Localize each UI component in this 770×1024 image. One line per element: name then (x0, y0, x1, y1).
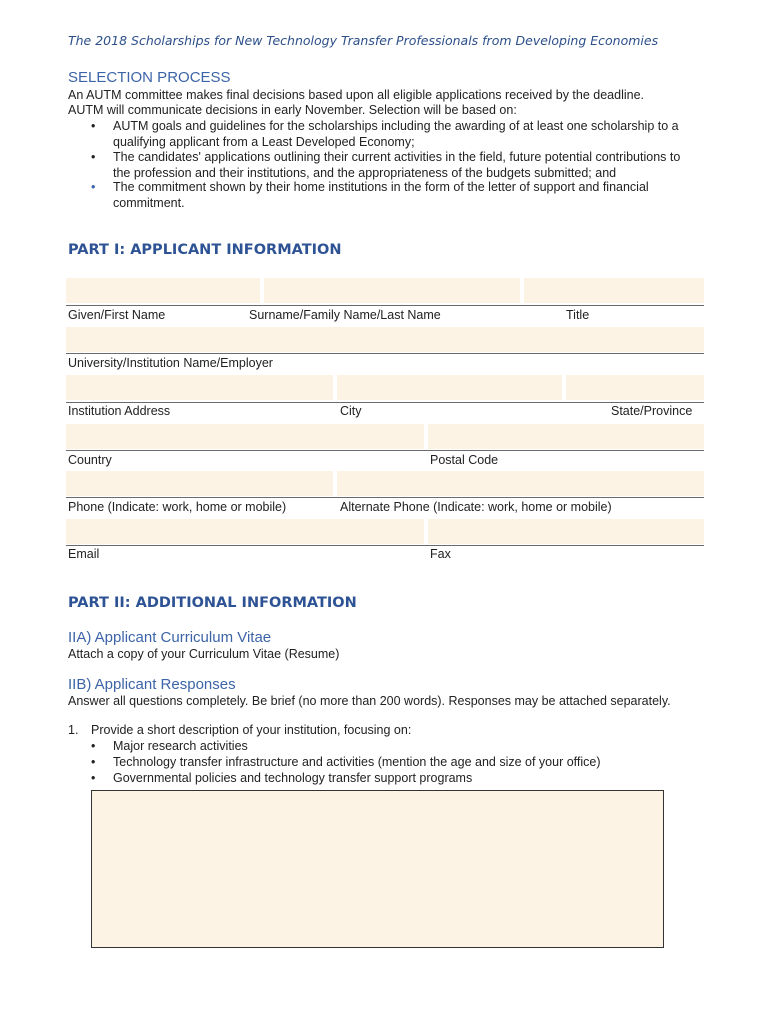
bullet-text: AUTM goals and guidelines for the scholarships including the awarding of at least one scholarship to a (113, 119, 679, 133)
fax-field[interactable] (428, 519, 704, 544)
first-name-field[interactable] (66, 278, 260, 303)
question-1-answer-box[interactable] (91, 790, 664, 948)
field-underline (66, 545, 704, 546)
bullet-text: qualifying applicant from a Least Developed Economy; (113, 134, 415, 149)
responses-instruction: Answer all questions completely. Be brief (no more than 200 words). Responses may be attached separately. (68, 694, 671, 708)
alt-phone-label: Alternate Phone (Indicate: work, home or mobile) (340, 500, 612, 514)
selection-intro-line-2: AUTM will communicate decisions in early November. Selection will be based on: (68, 103, 517, 117)
country-field[interactable] (66, 424, 424, 449)
bullet-icon: • (91, 771, 96, 785)
question-1-bullet-3 (91, 771, 473, 787)
selection-bullet-1 (91, 119, 679, 150)
document-header: The 2018 Scholarships for New Technology Transfer Professionals from Developing Economies (68, 33, 659, 48)
part-2-heading: PART II: ADDITIONAL INFORMATION (68, 595, 357, 611)
address-field[interactable] (66, 375, 333, 400)
email-label: Email (68, 547, 100, 561)
state-label: State/Province (611, 404, 693, 418)
email-field[interactable] (66, 519, 424, 544)
first-name-label: Given/First Name (68, 308, 166, 322)
responses-heading: IIB) Applicant Responses (68, 676, 236, 693)
city-field[interactable] (337, 375, 562, 400)
bullet-text: commitment. (113, 195, 185, 210)
cv-instruction: Attach a copy of your Curriculum Vitae (Resume) (68, 647, 340, 661)
question-1-bullet-2 (91, 755, 601, 771)
bullet-icon: • (91, 755, 96, 769)
cv-heading: IIA) Applicant Curriculum Vitae (68, 629, 272, 646)
bullet-icon: • (91, 119, 96, 133)
part-1-heading: PART I: APPLICANT INFORMATION (68, 242, 342, 258)
bullet-icon: • (91, 180, 96, 194)
field-underline (66, 402, 704, 403)
alt-phone-field[interactable] (337, 471, 704, 496)
question-1-text: Provide a short description of your institution, focusing on: (91, 723, 412, 737)
institution-field[interactable] (66, 327, 704, 352)
bullet-text: Governmental policies and technology transfer support programs (113, 771, 473, 785)
bullet-text: Technology transfer infrastructure and activities (mention the age and size of your office) (113, 755, 601, 769)
phone-label: Phone (Indicate: work, home or mobile) (68, 500, 287, 514)
address-label: Institution Address (68, 404, 171, 418)
postal-code-label: Postal Code (430, 453, 499, 467)
question-1-number: 1. (68, 723, 79, 737)
question-1-bullet-1 (91, 739, 248, 755)
title-field[interactable] (524, 278, 704, 303)
fax-label: Fax (430, 547, 451, 561)
country-label: Country (68, 453, 112, 467)
bullet-icon: • (91, 739, 96, 753)
postal-code-field[interactable] (428, 424, 704, 449)
selection-bullet-3 (91, 180, 649, 211)
field-underline (66, 305, 704, 306)
bullet-text: The candidates' applications outlining their current activities in the field, future potential contributions to (113, 150, 681, 164)
field-underline (66, 450, 704, 451)
bullet-text: the profession and their institutions, and the appropriateness of the budgets submitted; and (113, 165, 617, 180)
state-field[interactable] (566, 375, 704, 400)
surname-label: Surname/Family Name/Last Name (249, 308, 441, 322)
field-underline (66, 353, 704, 354)
title-label: Title (566, 308, 590, 322)
city-label: City (340, 404, 362, 418)
bullet-text: Major research activities (113, 739, 248, 753)
field-underline (66, 497, 704, 498)
phone-field[interactable] (66, 471, 333, 496)
selection-bullet-2 (91, 150, 681, 181)
institution-label: University/Institution Name/Employer (68, 356, 273, 370)
selection-intro-line-1: An AUTM committee makes final decisions based upon all eligible applications received by the deadline. (68, 88, 645, 102)
bullet-icon: • (91, 150, 96, 164)
bullet-text: The commitment shown by their home institutions in the form of the letter of support and financial (113, 180, 649, 194)
selection-process-heading: SELECTION PROCESS (68, 69, 231, 86)
surname-field[interactable] (264, 278, 520, 303)
